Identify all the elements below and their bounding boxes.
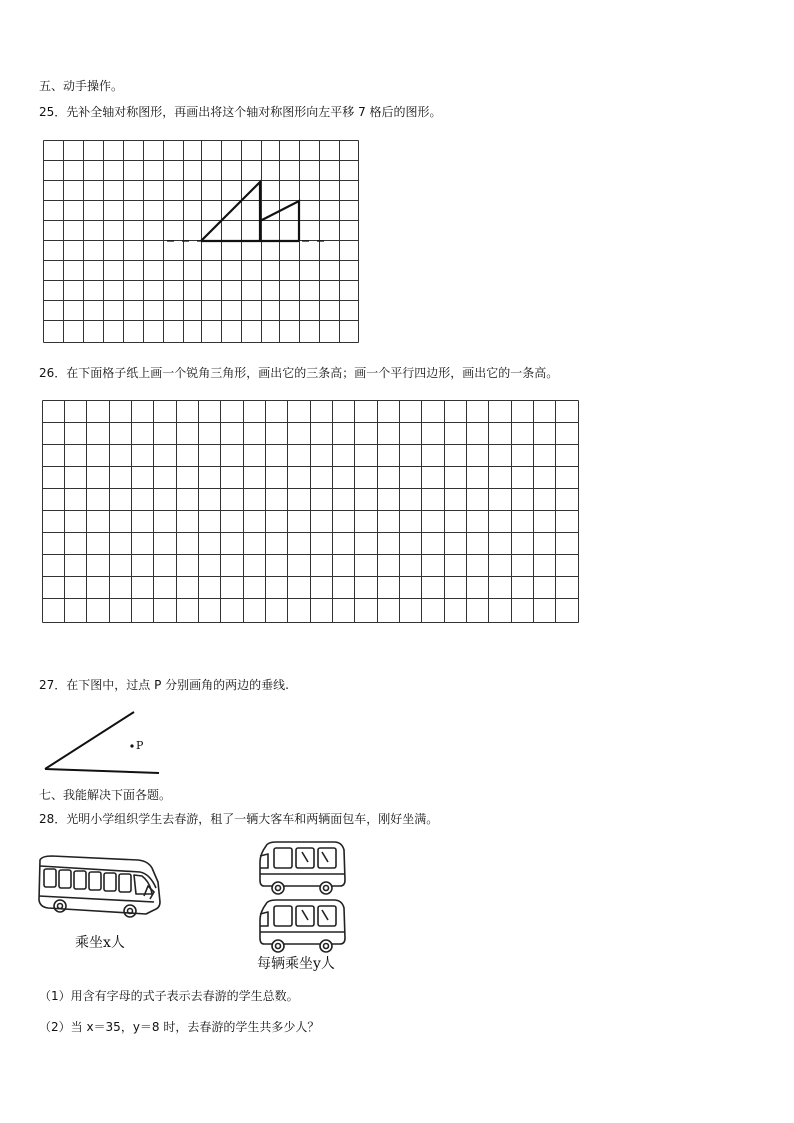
section-7-title: 七、我能解决下面各题。	[39, 788, 172, 802]
question-27-text: 在下图中，过点 P 分别画角的两边的垂线.	[66, 678, 289, 692]
bus-icon	[34, 852, 166, 928]
question-28-number: 28．	[39, 812, 67, 826]
van-icon-bottom	[256, 898, 348, 954]
question-27	[39, 677, 289, 693]
van-icon-top	[256, 840, 348, 896]
van-caption: 每辆乘坐y人	[257, 956, 335, 972]
point-p	[130, 744, 133, 747]
question-26	[39, 365, 558, 381]
q26-grid[interactable]	[42, 400, 580, 626]
question-26-number: 26．	[39, 366, 67, 380]
angle-upper-side	[45, 712, 134, 769]
question-25-number: 25．	[39, 105, 67, 119]
question-25-text: 先补全轴对称图形，再画出将这个轴对称图形向左平移 7 格后的图形。	[66, 105, 442, 119]
question-28-text: 光明小学组织学生去春游，租了一辆大客车和两辆面包车，刚好坐满。	[66, 812, 439, 826]
question-25	[39, 104, 442, 120]
bus-caption: 乘坐x人	[75, 935, 125, 951]
question-27-number: 27．	[39, 678, 67, 692]
q27-angle-figure	[40, 706, 170, 778]
question-28	[39, 811, 438, 827]
q26-grid-lines	[43, 401, 579, 623]
question-26-text: 在下面格子纸上画一个锐角三角形，画出它的三条高；画一个平行四边形，画出它的一条高。	[66, 366, 559, 380]
question-28-sub-2: （2）当 x＝35，y＝8 时，去春游的学生共多少人？	[39, 1020, 320, 1034]
section-5-title: 五、动手操作。	[39, 79, 124, 93]
q25-grid	[43, 140, 361, 345]
half-axisymmetric-figure	[201, 182, 299, 241]
angle-lower-side	[45, 769, 159, 773]
point-p-label: P	[136, 739, 144, 752]
question-28-sub-1: （1）用含有字母的式子表示去春游的学生总数。	[39, 989, 299, 1003]
